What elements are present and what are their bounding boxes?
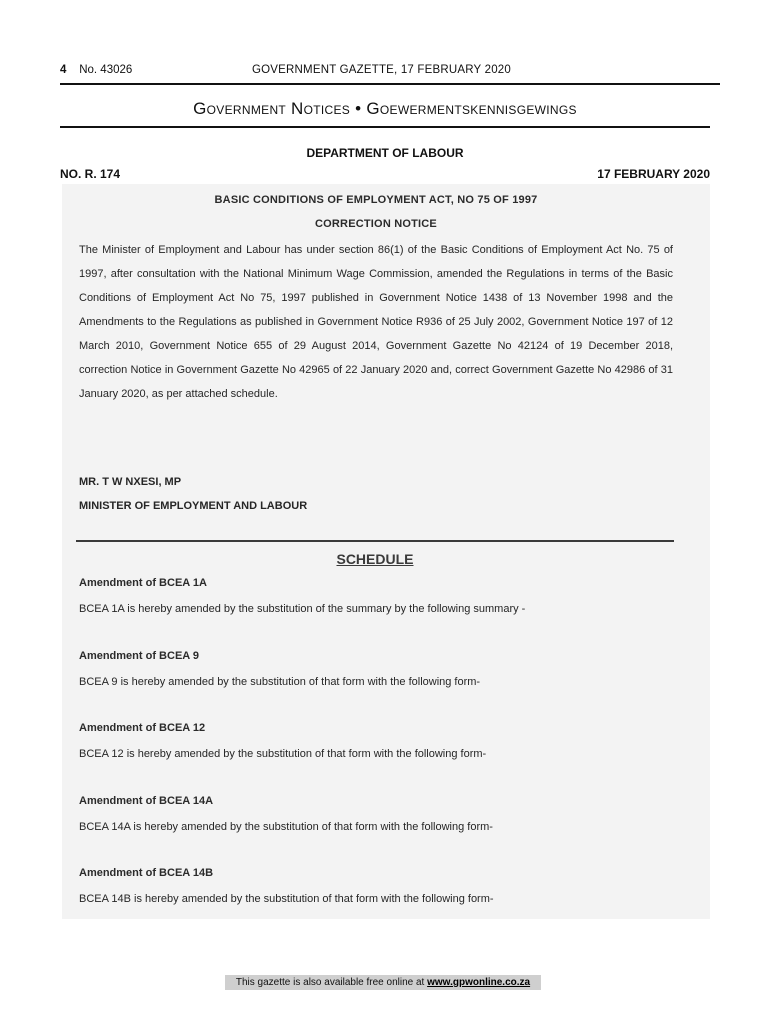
amendment-item bbox=[79, 795, 679, 833]
footer-banner bbox=[225, 975, 541, 990]
notice-number: NO. R. 174 bbox=[60, 167, 121, 181]
notice-date: 17 FEBRUARY 2020 bbox=[597, 167, 710, 181]
gpwonline-link[interactable]: www.gpwonline.co.za bbox=[427, 977, 531, 988]
department-heading: DEPARTMENT OF LABOUR bbox=[306, 146, 464, 160]
footer-text: This gazette is also available free online at bbox=[235, 977, 428, 988]
signatory-name: MR. T W NXESI, MP bbox=[79, 476, 182, 488]
page-number: 4 bbox=[60, 64, 67, 76]
amendment-item bbox=[79, 650, 679, 688]
schedule-title: SCHEDULE bbox=[336, 551, 414, 567]
notice-body: The Minister of Employment and Labour has under section 86(1) of the Basic Conditions of Employment Act No. 75 of 1997, after consultation with the National Minimum Wage Commission, amended the Regulations in terms of the Basic Conditions of Employment Act No 75, 1997 published in Government Notice 1438 of 13 November 1998 and the Amendments to the Regulations as published in Government Notice R936 of 25 July 2002, Government Notice 197 of 12 March 2010, Government Notice 655 of 29 August 2014, Government Gazette No 42124 of 19 December 2018, correction Notice in Government Gazette No 42965 of 22 January 2020 and, correct Government Gazette No 42986 of 31 January 2020, as per attached schedule. bbox=[79, 244, 673, 400]
amendment-item bbox=[79, 722, 679, 760]
notices-title: Government Notices • Goewermentskennisgewings bbox=[193, 99, 577, 118]
title-rule bbox=[60, 126, 710, 128]
amendment-text: BCEA 14A is hereby amended by the substitution of that form with the following form- bbox=[79, 821, 493, 833]
act-title: BASIC CONDITIONS OF EMPLOYMENT ACT, NO 75 OF 1997 bbox=[214, 194, 538, 206]
correction-title: CORRECTION NOTICE bbox=[315, 218, 437, 230]
amendment-heading: Amendment of BCEA 12 bbox=[79, 722, 206, 734]
amendment-item bbox=[79, 867, 679, 905]
schedule-rule bbox=[76, 540, 674, 542]
amendment-text: BCEA 9 is hereby amended by the substitution of that form with the following form- bbox=[79, 676, 481, 688]
amendment-heading: Amendment of BCEA 14A bbox=[79, 795, 214, 807]
amendment-text: BCEA 12 is hereby amended by the substitution of that form with the following form- bbox=[79, 748, 487, 760]
amendment-item bbox=[79, 577, 679, 615]
amendment-heading: Amendment of BCEA 9 bbox=[79, 650, 199, 662]
header-rule bbox=[60, 83, 720, 85]
amendment-heading: Amendment of BCEA 1A bbox=[79, 577, 207, 589]
issue-number: No. 43026 bbox=[79, 64, 133, 76]
page-header bbox=[60, 64, 720, 76]
notice-number-line bbox=[60, 167, 710, 181]
gazette-title: GOVERNMENT GAZETTE, 17 FEBRUARY 2020 bbox=[252, 64, 511, 76]
amendment-heading: Amendment of BCEA 14B bbox=[79, 867, 214, 879]
signatory-title: MINISTER OF EMPLOYMENT AND LABOUR bbox=[79, 500, 308, 512]
amendment-text: BCEA 14B is hereby amended by the substitution of that form with the following form- bbox=[79, 893, 494, 905]
amendment-text: BCEA 1A is hereby amended by the substitution of the summary by the following summary - bbox=[79, 603, 526, 615]
